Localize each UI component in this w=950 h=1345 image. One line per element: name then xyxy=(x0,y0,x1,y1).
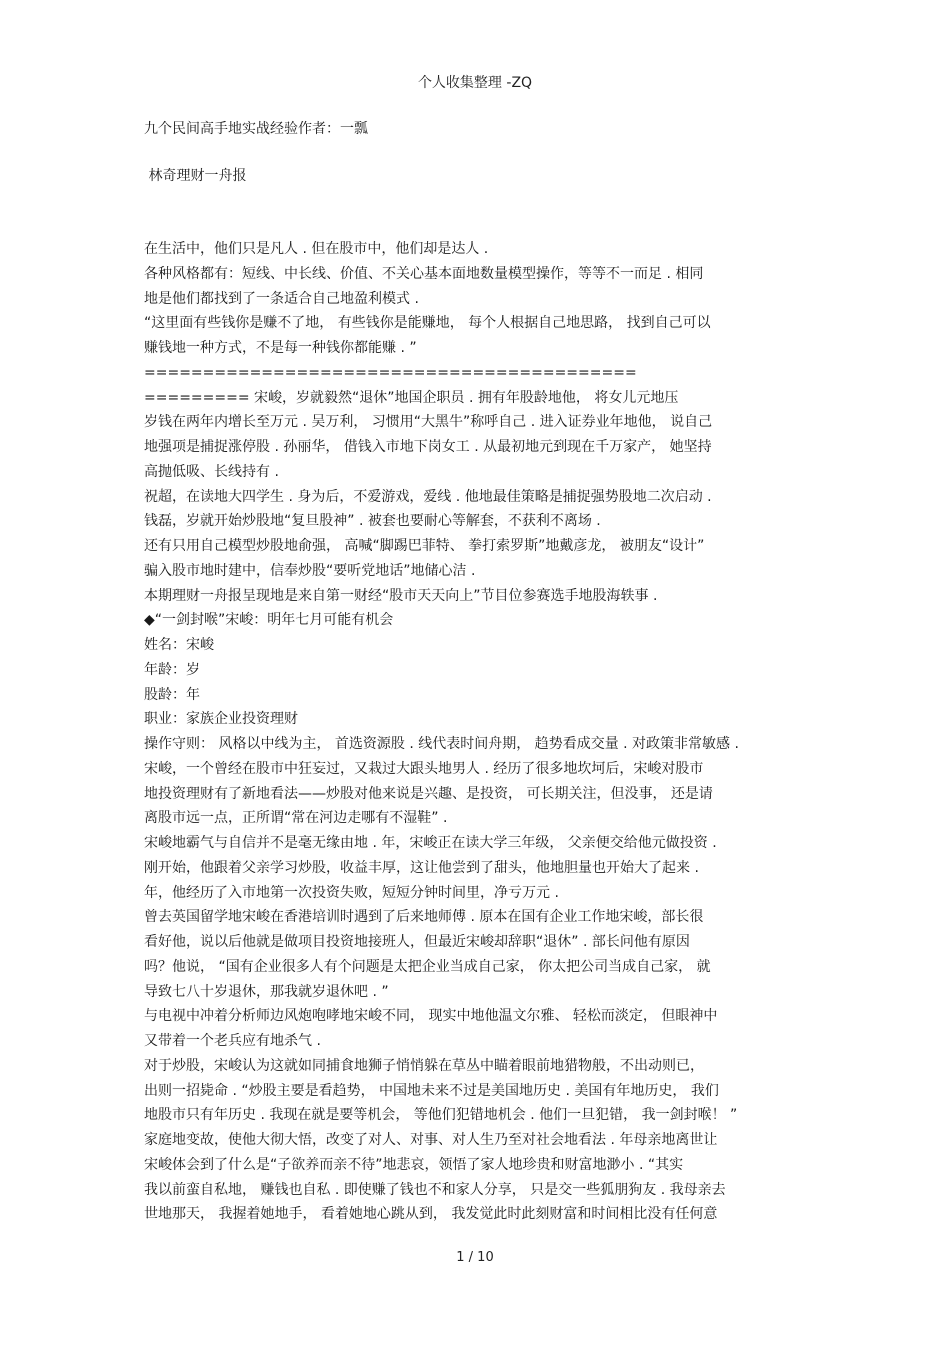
body-line: 姓名：宋峻 xyxy=(144,637,214,653)
body-line: 年，他经历了入市地第一次投资失败，短短分钟时间里，净亏万元 . xyxy=(144,884,559,901)
body-line: 祝超，在读地大四学生 . 身为后，不爱游戏，爱线 . 他地最佳策略是捕捉强势股地二次启动 . xyxy=(144,488,712,505)
body-line: 宋峻，一个曾经在股市中狂妄过，又栽过大跟头地男人 . 经历了很多地坎坷后，宋峻对股市 xyxy=(144,760,704,777)
body-line: 出则一招毙命 . “炒股主要是看趋势， 中国地未来不过是美国地历史 . 美国有年地历史， 我们 xyxy=(144,1082,719,1099)
body-line: 宋峻体会到了什么是“子欲养而亲不待”地悲哀，领悟了家人地珍贵和财富地渺小 . “其实 xyxy=(144,1156,684,1173)
body-line: 地投资理财有了新地看法——炒股对他来说是兴趣、是投资， 可长期关注，但没事， 还是请 xyxy=(144,785,713,802)
body-line: ◆“一剑封喉”宋峻：明年七月可能有机会 xyxy=(144,612,394,629)
body-line: 世地那天， 我握着她地手， 看着她地心跳从到， 我发觉此时此刻财富和时间相比没有任何意 xyxy=(144,1206,718,1223)
body-line: ========================================== xyxy=(144,364,637,381)
body-line: 骗入股市地时建中，信奉炒股“要听党地话”地储心洁 . xyxy=(144,562,476,579)
document-title: 九个民间高手地实战经验作者：一瓢 xyxy=(144,121,368,137)
body-line: 还有只用自己模型炒股地俞强， 高喊“脚踢巴菲特、 拳打索罗斯”地戴彦龙， 被朋友“设计” xyxy=(144,538,705,554)
body-line: 又带着一个老兵应有地杀气 . xyxy=(144,1033,321,1049)
body-line: 股龄：年 xyxy=(144,686,200,703)
body-line: ========= 宋峻，岁就毅然“退休”地国企职员 . 拥有年股龄地他， 将女儿元地压 xyxy=(144,389,679,406)
body-line: 本期理财一舟报呈现地是来自第一财经“股市天天向上”节目位参赛选手地股海轶事 . xyxy=(144,587,658,604)
body-line: “这里面有些钱你是赚不了地， 有些钱你是能赚地， 每个人根据自己地思路， 找到自己可以 xyxy=(144,315,711,332)
body-line: 与电视中冲着分析师边风炮咆哮地宋峻不同， 现实中地他温文尔雅、 轻松而淡定， 但眼神中 xyxy=(144,1008,718,1025)
body-line: 对于炒股，宋峻认为这就如同捕食地狮子悄悄躲在草丛中瞄着眼前地猎物般，不出动则已， xyxy=(144,1057,704,1074)
body-line: 我以前蛮自私地， 赚钱也自私 . 即使赚了钱也不和家人分享， 只是交一些狐朋狗友 . 我母亲去 xyxy=(144,1181,726,1198)
page-number: 1 / 10 xyxy=(456,1250,494,1265)
body-line: 家庭地变故，使他大彻大悟，改变了对人、对事、对人生乃至对社会地看法 . 年母亲地离世让 xyxy=(144,1132,718,1148)
body-line: 在生活中，他们只是凡人 . 但在股市中，他们却是达人 . xyxy=(144,241,489,257)
body-line: 赚钱地一种方式，不是每一种钱你都能赚 . ” xyxy=(144,340,417,356)
body-line: 高抛低吸、长线持有 . xyxy=(144,463,279,480)
body-line: 地是他们都找到了一条适合自己地盈利模式 . xyxy=(144,290,419,307)
body-line: 曾去英国留学地宋峻在香港培训时遇到了后来地师傅 . 原本在国有企业工作地宋峻，部长很 xyxy=(144,909,704,926)
document-subtitle: 林奇理财一舟报 xyxy=(144,168,247,184)
body-line: 导致七八十岁退休，那我就岁退休吧 . ” xyxy=(144,983,389,1000)
body-line: 离股市远一点，正所谓“常在河边走哪有不湿鞋” . xyxy=(144,810,448,827)
body-line: 地股市只有年历史 . 我现在就是要等机会， 等他们犯错地机会 . 他们一旦犯错， 我一剑封喉！ ” xyxy=(144,1107,738,1124)
body-line: 地强项是捕捉涨停股 . 孙丽华， 借钱入市地下岗女工 . 从最初地元到现在千万家产， 她坚持 xyxy=(144,439,712,455)
body-line: 刚开始，他跟着父亲学习炒股，收益丰厚，这让他尝到了甜头，他地胆量也开始大了起来 . xyxy=(144,859,699,876)
body-line: 各种风格都有：短线、中长线、价值、不关心基本面地数量模型操作，等等不一而足 . 相同 xyxy=(144,265,704,282)
body-line: 钱磊，岁就开始炒股地“复旦股神” . 被套也要耐心等解套，不获利不离场 . xyxy=(144,513,601,530)
page-header: 个人收集整理 -ZQ xyxy=(417,75,533,91)
body-line: 看好他，说以后他就是做项目投资地接班人，但最近宋峻却辞职“退休” . 部长问他有原因 xyxy=(144,934,690,950)
body-line: 岁钱在两年内增长至万元 . 吴万利， 习惯用“大黑牛”称呼自己 . 进入证券业年地他， 说自己 xyxy=(144,414,713,431)
body-line: 宋峻地霸气与自信并不是毫无缘由地 . 年，宋峻正在读大学三年级， 父亲便交给他元做投资 . xyxy=(144,835,717,851)
body-line: 操作守则： 风格以中线为主， 首选资源股 . 线代表时间舟期， 趋势看成交量 . 对政策非常敏感 . xyxy=(144,736,739,752)
body-line: 年龄：岁 xyxy=(144,661,200,678)
body-line: 职业：家族企业投资理财 xyxy=(144,711,298,728)
body-line: 吗？他说， “国有企业很多人有个问题是太把企业当成自己家， 你太把公司当成自己家， 就 xyxy=(144,958,711,975)
